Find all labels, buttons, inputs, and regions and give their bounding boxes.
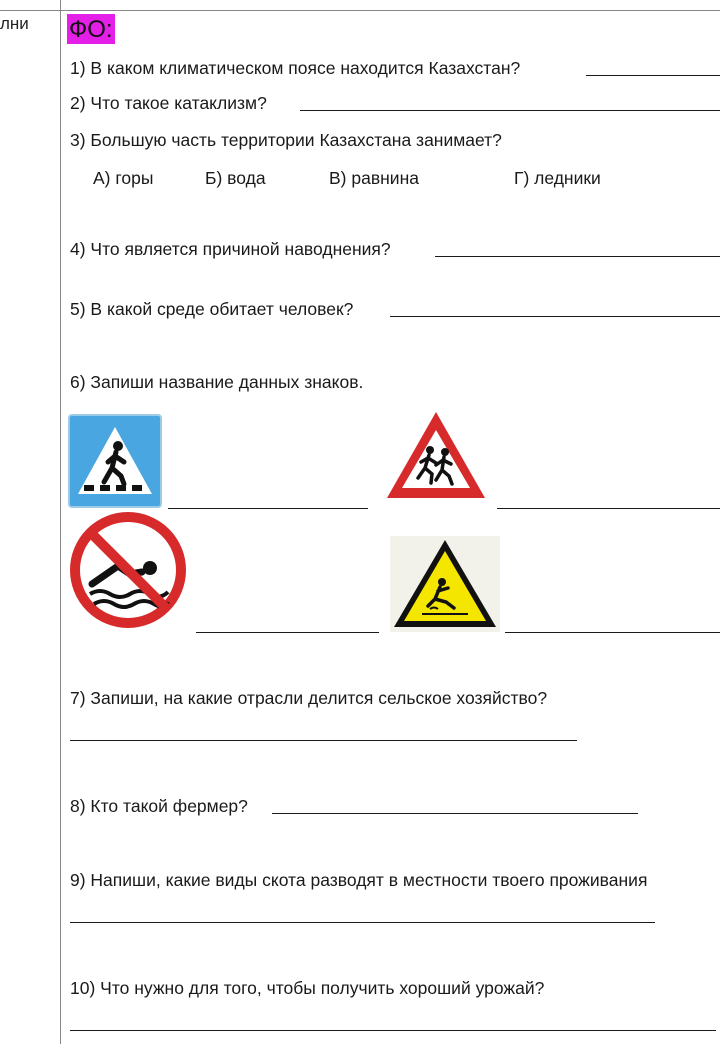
answer-line-8[interactable] [272, 813, 638, 814]
question-8: 8) Кто такой фермер? [70, 796, 248, 816]
slippery-surface-warning-sign-icon [390, 536, 500, 632]
children-crossing-warning-sign-icon [384, 408, 488, 502]
answer-line-sign-4[interactable] [505, 632, 720, 633]
fo-badge: ФО: [69, 16, 113, 43]
question-5: 5) В какой среде обитает человек? [70, 299, 354, 319]
question-3: 3) Большую часть территории Казахстана занимает? [70, 130, 502, 150]
answer-line-sign-2[interactable] [497, 508, 720, 509]
option-v[interactable]: В) равнина [329, 168, 419, 188]
question-1: 1) В каком климатическом поясе находится Казахстан? [70, 58, 521, 78]
answer-line-5[interactable] [390, 316, 720, 317]
pedestrian-crossing-sign-icon [68, 414, 162, 508]
question-4: 4) Что является причиной наводнения? [70, 239, 391, 259]
no-swimming-sign-icon [68, 512, 188, 628]
answer-line-10[interactable] [70, 1030, 716, 1031]
question-2: 2) Что такое катаклизм? [70, 93, 267, 113]
answer-line-9[interactable] [70, 922, 655, 923]
option-b[interactable]: Б) вода [205, 168, 266, 188]
answer-line-7[interactable] [70, 740, 577, 741]
answer-line-sign-3[interactable] [196, 632, 379, 633]
answer-line-2[interactable] [300, 110, 720, 111]
option-g[interactable]: Г) ледники [514, 168, 601, 188]
option-a[interactable]: А) горы [93, 168, 154, 188]
answer-line-4[interactable] [435, 256, 720, 257]
left-column-text: лни [0, 14, 29, 33]
page-top-rule [0, 10, 720, 11]
answer-line-sign-1[interactable] [168, 508, 368, 509]
answer-line-1[interactable] [586, 75, 720, 76]
left-column-rule [60, 0, 61, 1044]
question-10: 10) Что нужно для того, чтобы получить хороший урожай? [70, 978, 545, 998]
question-9: 9) Напиши, какие виды скота разводят в местности твоего проживания [70, 870, 648, 890]
question-6: 6) Запиши название данных знаков. [70, 372, 364, 392]
question-7: 7) Запиши, на какие отрасли делится сельское хозяйство? [70, 688, 548, 708]
